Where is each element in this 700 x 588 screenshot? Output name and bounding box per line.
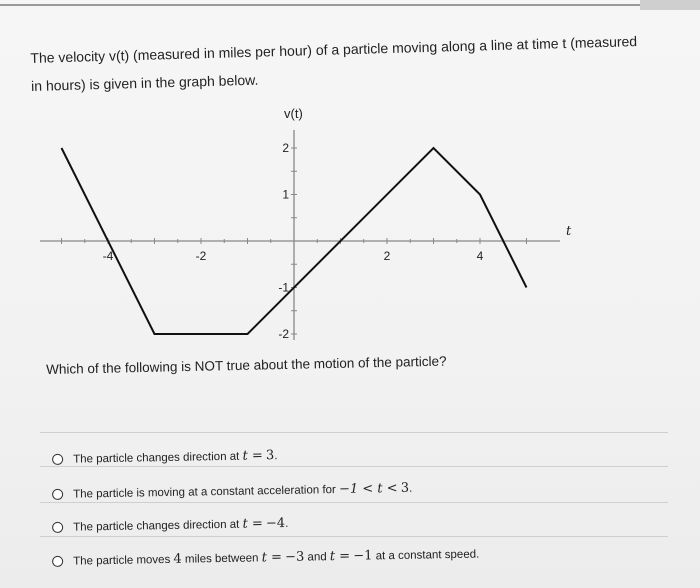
choice-a-end: . xyxy=(274,450,278,463)
x-axis-label: t xyxy=(566,224,572,239)
radio-button[interactable] xyxy=(52,556,63,567)
choice-d-distance: 4 xyxy=(173,551,182,567)
radio-button[interactable] xyxy=(52,489,63,500)
choice-d-mid: miles between xyxy=(184,552,259,566)
choice-a-math: t = xyxy=(242,448,263,464)
choice-d-end: at a constant speed. xyxy=(375,548,480,563)
y-tick-label: -2 xyxy=(278,327,289,341)
choice-d-math-1: t = xyxy=(261,549,283,566)
choice-b-value: 3 xyxy=(400,480,410,496)
choice-c-text: The particle changes direction at xyxy=(73,518,240,534)
question-line-2: in hours) is given in the graph below. xyxy=(30,71,259,94)
choice-b-text: The particle is moving at a constant acceleration for xyxy=(73,484,336,501)
radio-button[interactable] xyxy=(52,522,63,533)
y-tick-label: 2 xyxy=(282,141,289,155)
x-tick-label: 4 xyxy=(476,249,484,263)
choice-d-text: The particle moves xyxy=(73,553,171,568)
choice-c[interactable] xyxy=(52,516,288,535)
choice-d-value-1: −3 xyxy=(284,549,305,565)
prompt-text: Which of the following is NOT true about the motion of the particle? xyxy=(46,353,447,377)
separator xyxy=(40,432,668,433)
choice-d-value-2: −1 xyxy=(353,548,373,564)
choice-b-math: −1 < t < xyxy=(338,480,398,497)
separator xyxy=(40,502,668,503)
choice-c-math: t = xyxy=(242,516,263,532)
separator xyxy=(40,466,668,467)
choice-d[interactable] xyxy=(52,547,479,569)
choice-b[interactable] xyxy=(52,481,412,502)
choice-a[interactable] xyxy=(52,448,278,467)
choice-c-value: −4 xyxy=(265,515,286,532)
y-axis-label: v(t) xyxy=(284,106,303,121)
y-tick-label: -1 xyxy=(278,280,289,295)
x-tick-label: -4 xyxy=(102,249,114,263)
y-tick-label: 1 xyxy=(282,187,289,202)
choice-a-value: 3 xyxy=(265,448,275,464)
separator xyxy=(40,536,668,537)
choice-b-end: . xyxy=(408,482,413,495)
choice-d-math-2: t = xyxy=(329,548,351,565)
choice-d-and: and xyxy=(307,551,327,564)
question-line-1: The velocity v(t) (measured in miles per hour) of a particle moving along a line at time t (measured xyxy=(30,33,638,66)
x-tick-label: 2 xyxy=(383,249,391,263)
choice-c-end: . xyxy=(285,517,289,530)
radio-button[interactable] xyxy=(52,454,63,465)
choice-a-text: The particle changes direction at xyxy=(73,450,240,466)
x-tick-label: -2 xyxy=(195,249,207,263)
